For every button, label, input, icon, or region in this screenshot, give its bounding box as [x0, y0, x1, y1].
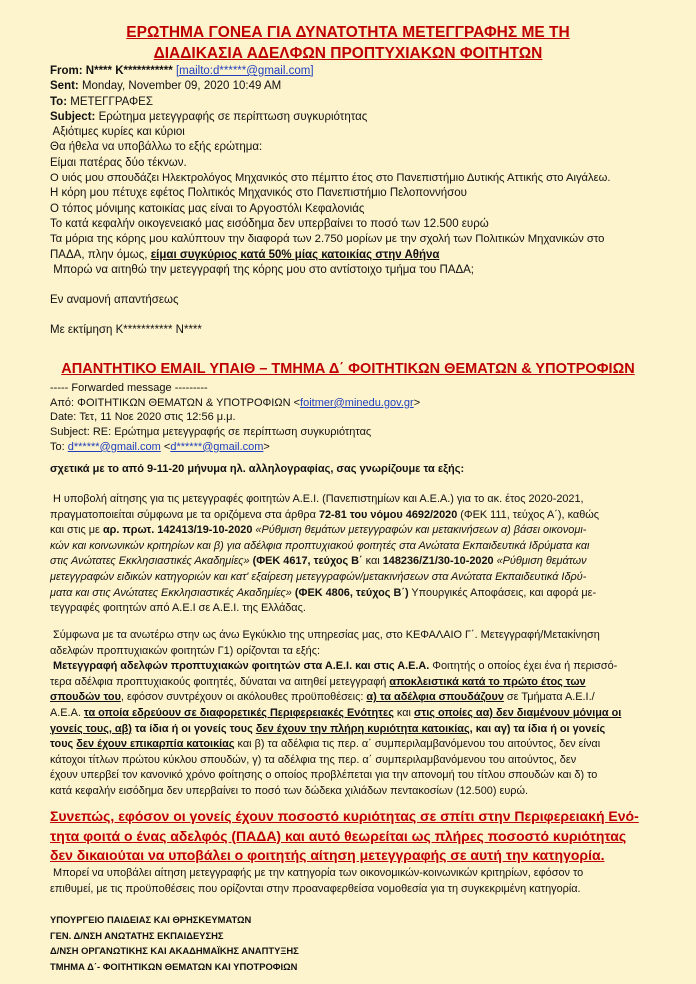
from-value: ΦΟΙΤΗΤΙΚΩΝ ΘΕΜΑΤΩΝ & ΥΠΟΤΡΟΦΙΩΝ < [77, 396, 301, 409]
subject-value: RE: Ερώτημα μετεγγραφής σε περίπτωση συγκυριότητας [92, 426, 372, 439]
reply-paragraph-1 [50, 492, 668, 617]
law-reference: 72-81 του νόμου 4692/2020 [318, 508, 458, 521]
forwarded-marker: ----- Forwarded message --------- [50, 382, 208, 394]
sent-value: Monday, November 09, 2020 10:49 AM [81, 80, 282, 93]
condition-emphasis: σπουδών του [50, 691, 121, 704]
recipient-email-link-2[interactable]: d******@gmail.com [170, 440, 264, 453]
to-label: To: [50, 440, 65, 453]
text: σε Τμήματα Α.Ε.Ι./ [503, 691, 595, 704]
recipient-email-link[interactable]: d******@gmail.com [67, 440, 161, 453]
reply-paragraph-2 [50, 628, 668, 800]
from-mailto-link[interactable]: [mailto:d******@gmail.com] [175, 65, 314, 77]
condition-emphasis: δεν έχουν την πλήρη κυριότητα κατοικίας [255, 722, 470, 735]
ministry-email-link[interactable]: foitmer@minedu.gov.gr [300, 396, 414, 409]
condition-emphasis: γονείς τους, αβ) [50, 722, 132, 735]
forwarded-to-row [50, 440, 680, 455]
paragraph-line [50, 586, 668, 602]
email-to-row [50, 95, 680, 110]
paragraph-line: κάτοχοι τίτλων πρώτου κύκλου σπουδών, γ) τα αδέλφια της περ. α΄ συμπεριλαμβανόμενου του αιτούντος, δεν [50, 753, 577, 766]
signature-line: ΥΠΟΥΡΓΕΙΟ ΠΑΙΔΕΙΑΣ ΚΑΙ ΘΡΗΣΚΕΥΜΑΤΩΝ [50, 914, 252, 925]
question-title-line-2: ΔΙΑΔΙΚΑΣΙΑ ΑΔΕΛΦΩΝ ΠΡΟΠΤΥΧΙΑΚΩΝ ΦΟΙΤΗΤΩΝ [153, 45, 543, 62]
text: Α.Ε.Α. [50, 706, 84, 719]
paragraph-line [50, 523, 668, 539]
subject-label: Subject: [50, 426, 90, 439]
sent-label: Sent: [50, 80, 79, 93]
text: πραγματοποιείται σύμφωνα με τα οριζόμενα στα άρθρα [50, 508, 319, 521]
parent-email [50, 64, 680, 339]
decision-title: «Ρύθμιση θεμάτων [493, 555, 587, 568]
question-title-line-1: ΕΡΩΤΗΜΑ ΓΟΝΕΑ ΓΙΑ ΔΥΝΑΤΟΤΗΤΑ ΜΕΤΕΓΓΡΑΦΗΣ ΜΕ ΤΗ [126, 24, 570, 41]
email-body-line: Τα μόρια της κόρης μου καλύπτουν την διαφορά των 2.750 μορίων με την σχολή των Πολιτικών Μηχανικών στο [50, 233, 605, 246]
email-waiting-line: Εν αναμονή απαντήσεως [50, 294, 179, 307]
answer-title: ΑΠΑΝΤΗΤΙΚΟ EMAIL ΥΠΑΙΘ – ΤΜΗΜΑ Δ΄ ΦΟΙΤΗΤΙΚΩΝ ΘΕΜΑΤΩΝ & ΥΠΟΤΡΟΦΙΩΝ [61, 361, 635, 377]
email-body-line [50, 248, 680, 263]
bracket: > [413, 396, 421, 409]
to-label: To: [50, 95, 68, 108]
email-body-line: Το κατά κεφαλήν οικογενειακό μας εισόδημα δεν υπερβαίνει το ποσό των 12.500 ευρώ [50, 217, 489, 230]
condition-emphasis: στις οποίες αα) δεν διαμένουν μόνιμα οι [413, 706, 622, 719]
paragraph-line: Σύμφωνα με τα ανωτέρω στην ως άνω Εγκύκλιο της υπηρεσίας μας, στο ΚΕΦΑΛΑΙΟ Γ΄. Μετεγγραφή/Μετακίνηση [50, 629, 600, 641]
conclusion-line: τητα φοιτά ο ένας αδελφός (ΠΑΔΑ) και αυτό θεωρείται ως πλήρες ποσοστό κυριότητας [50, 827, 627, 844]
condition-emphasis: τους [50, 738, 77, 751]
conclusion-line: Συνεπώς, εφόσον οι γονείς έχουν ποσοστό κυριότητας σε σπίτι στην Περιφερειακή Ενό- [50, 808, 639, 824]
decision-title: «Ρύθμιση θεμάτων μετεγγραφών και μετακινήσεων α) βάσει οικονομι- [252, 524, 587, 537]
co-owner-statement: είμαι συγκύριος κατά 50% μίας κατοικίας στην Αθήνα [150, 248, 440, 261]
from-label: From: [50, 65, 83, 77]
email-body-line: Θα ήθελα να υποβάλλω το εξής ερώτημα: [50, 141, 263, 154]
fek-reference: (ΦΕΚ 4617, τεύχος Β΄ [252, 555, 363, 568]
subject-label: Subject: [50, 110, 96, 123]
subject-value: Ερώτημα μετεγγραφής σε περίπτωση συγκυριότητας [98, 110, 368, 123]
condition-emphasis: α) τα αδέλφια σπουδάζουν [366, 691, 504, 704]
paragraph-line [50, 539, 668, 555]
paragraph-line [50, 659, 668, 675]
bracket: > [263, 440, 270, 453]
condition-emphasis: δεν έχουν επικαρπία κατοικίας [76, 738, 235, 751]
email-body-line: Η κόρη μου πέτυχε εφέτος Πολιτικός Μηχανικός στο Πανεπιστήμιο Πελοποννήσου [50, 187, 467, 200]
from-name: N**** K*********** [85, 65, 173, 77]
email-from-row [50, 64, 680, 79]
paragraph-line: κατά κεφαλήν εισόδημα δεν υπερβαίνει το ποσό των δώδεκα χιλιάδων πεντακοσίων (12.500) ευρώ. [50, 784, 529, 797]
paragraph-line: αδελφών προπτυχιακών φοιτητών Γ1) ορίζονται τα εξής: [50, 644, 320, 657]
reply-intro: σχετικά με το από 9-11-20 μήνυμα ηλ. αλληλογραφίας, σας γνωρίζουμε τα εξής: [50, 463, 465, 475]
email-question-line: Μπορώ να αιτηθώ την μετεγγραφή της κόρης μου στο αντίστοιχο τμήμα του ΠΑΔΑ; [50, 263, 474, 276]
text: , εφόσον συντρέχουν οι ακόλουθες προϋποθέσεις: [120, 691, 367, 704]
forwarded-date-row [50, 410, 680, 425]
paragraph-line: έχουν υπερβεί τον κανονικό χρόνο φοίτησης ο οποίος προβλέπεται για την απονομή του τίτλου σπουδών και δ) το [50, 769, 598, 782]
protocol-reference: αρ. πρωτ. 142413/19-10-2020 [102, 524, 253, 537]
fek-reference: (ΦΕΚ 4806, τεύχος Β΄) [294, 586, 409, 599]
forwarded-subject-row [50, 425, 680, 440]
decision-title: στις Ανώτατες Εκκλησιαστικές Ακαδημίες» [50, 555, 253, 568]
text: και [362, 555, 383, 568]
signature-line: Δ/ΝΣΗ ΟΡΓΑΝΩΤΙΚΗΣ ΚΑΙ ΑΚΑΔΗΜΑΪΚΗΣ ΑΝΑΠΤΥΞΗΣ [50, 945, 299, 956]
text: και [393, 706, 414, 719]
text: τερα αδέλφια προπτυχιακούς φοιτητές, δύναται να αιτηθεί μετεγγραφή [50, 675, 390, 688]
text: Φοιτητής ο οποίος έχει ένα ή περισσό- [429, 660, 618, 673]
date-value: Τετ, 11 Νοε 2020 στις 12:56 μ.μ. [79, 411, 236, 424]
condition-emphasis: τα ίδια ή οι γονείς τους [131, 722, 256, 735]
paragraph-line: Η υποβολή αίτησης για τις μετεγγραφές φοιτητών Α.Ε.Ι. (Πανεπιστημίων και Α.Ε.Α.) για το ακ. έτος 2020-2021, [50, 493, 584, 505]
paragraph-line [50, 722, 668, 738]
condition-emphasis: αποκλειστικά κατά το πρώτο έτος των [389, 675, 586, 688]
reply-paragraph-3 [50, 866, 668, 897]
decision-title: μετεγγραφών ειδικών κατηγοριών και κατ' εξαίρεση μετεγγραφών/μετακινήσεων στα Ανώτατα Εκπαιδευτικά Ιδρύ- [50, 570, 587, 583]
email-body-line: Ο τόπος μόνιμης κατοικίας μας είναι το Αργοστόλι Κεφαλονιάς [50, 202, 365, 215]
paragraph-line: Μπορεί να υποβάλει αίτηση μετεγγραφής με την κατηγορία των οικονομικών-κοινωνικών κριτηρίων, εφόσον το [50, 867, 584, 879]
moria-text: ΠΑΔΑ, πλην όμως, [50, 248, 151, 261]
ministry-signature [50, 912, 550, 974]
paragraph-line [50, 737, 668, 753]
decision-title: κών και κοινωνικών κριτηρίων και β) για αδέλφια προπτυχιακού φοιτητές στα Ανώτατα Εκπαιδευτικά Ιδρύματα και [50, 539, 590, 552]
email-body-line: Είμαι πατέρας δύο τέκνων. [50, 156, 187, 169]
text: και β) τα αδέλφια τις περ. α΄ συμπεριλαμβανόμενου του αιτούντος, δεν είναι [234, 738, 601, 751]
protocol-reference: 148236/Ζ1/30-10-2020 [382, 555, 494, 568]
signature-line: ΤΜΗΜΑ Δ΄- ΦΟΙΤΗΤΙΚΩΝ ΘΕΜΑΤΩΝ ΚΑΙ ΥΠΟΤΡΟΦΙΩΝ [50, 960, 298, 972]
paragraph-line: επιθυμεί, με τις προϋποθέσεις που ορίζονται στην προαναφερθείσα νομοθεσία για τη συγκεκριμένη κατηγορία. [50, 882, 581, 895]
paragraph-line [50, 570, 668, 586]
condition-emphasis: τα οποία εδρεύουν σε διαφορετικές Περιφερειακές Ενότητες [83, 706, 394, 719]
to-value: ΜΕΤΕΓΓΡΑΦΕΣ [70, 95, 153, 108]
paragraph-line [50, 706, 668, 722]
email-body-line: Αξιότιμες κυρίες και κύριοι [50, 126, 185, 139]
forwarded-from-row [50, 396, 680, 411]
paragraph-line [50, 508, 668, 524]
text: (ΦΕΚ 111, τεύχος Α΄), καθώς [457, 508, 600, 521]
paragraph-line [50, 675, 668, 691]
from-label: Από: [50, 396, 75, 409]
forwarded-header [50, 381, 680, 455]
email-body-line: Ο υιός μου σπουδάζει Ηλεκτρολόγος Μηχανικός στο πέμπτο έτος στο Πανεπιστήμιο Δυτικής Αττικής στο Αιγάλεω. [50, 172, 611, 185]
email-sent-row [50, 79, 680, 94]
paragraph-line: τεγγραφές φοιτητών από Α.Ε.Ι σε Α.Ε.Ι. της Ελλάδας. [50, 602, 306, 615]
email-subject-row [50, 110, 680, 125]
conclusion-statement [50, 807, 670, 866]
section-heading: Μετεγγραφή αδελφών προπτυχιακών φοιτητών στα Α.Ε.Ι. και στις Α.Ε.Α. [50, 660, 430, 673]
condition-emphasis: , και αγ) τα ίδια ή οι γονείς [469, 722, 606, 735]
paragraph-line [50, 690, 668, 706]
question-title [0, 22, 696, 64]
paragraph-line [50, 554, 668, 570]
decision-title: ματα και στις Ανώτατες Εκκλησιαστικές Ακαδημίες» [50, 586, 295, 599]
text: και στις με [50, 524, 103, 537]
conclusion-line: δεν δικαιούται να υποβάλει ο φοιτητής αίτηση μετεγγραφής σε αυτή την κατηγορία. [50, 847, 605, 863]
date-label: Date: [50, 411, 77, 424]
email-signoff: Με εκτίμηση K*********** N**** [50, 324, 202, 337]
text: Υπουργικές Αποφάσεις, και αφορά με- [408, 586, 597, 599]
signature-line: ΓΕΝ. Δ/ΝΣΗ ΑΝΩΤΑΤΗΣ ΕΚΠΑΙΔΕΥΣΗΣ [50, 929, 224, 941]
bracket: < [160, 440, 171, 453]
